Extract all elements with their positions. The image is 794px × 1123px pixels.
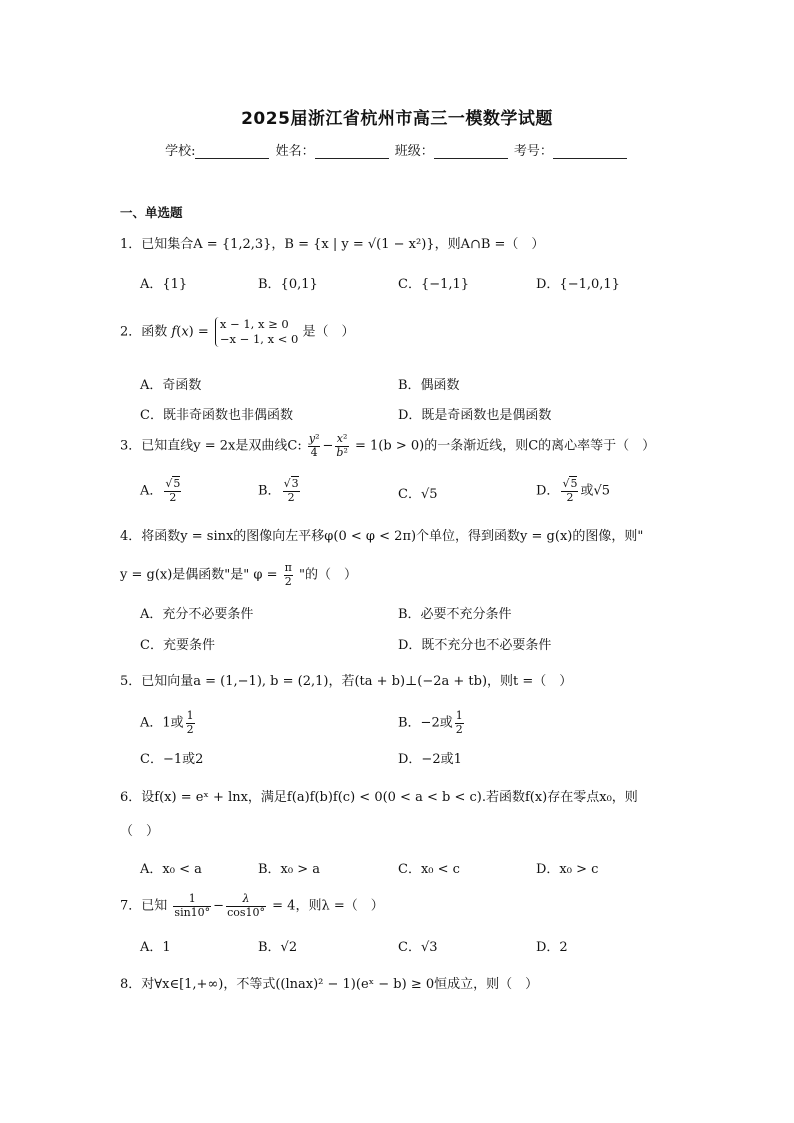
q3-option-d-tail: 或√5: [580, 483, 611, 499]
q3-frac-x: $\frac{\text{x²}}{\text{b²}}$: [336, 432, 348, 459]
q7-stem-text: 7．已知: [120, 898, 168, 914]
q1-option-b: B．{0,1}: [258, 277, 318, 292]
q6-option-b: B．x₀ > a: [258, 862, 321, 877]
q3-option-c: C．√5: [398, 487, 438, 502]
question-1-stem: 1．已知集合A = {1,2,3}，B = {x | y = √(1 − x²)}，则A∩B =（ ）: [120, 237, 545, 252]
question-2-stem: 2．函数 f(x) = x − 1, x ≥ 0 −x − 1, x < 0 是（ ）: [120, 317, 355, 346]
q2-option-b: B．偶函数: [398, 378, 460, 393]
q2-option-d: D．既是奇函数也是偶函数: [398, 408, 552, 423]
q6-option-c: C．x₀ < c: [398, 862, 460, 877]
q7-frac-2: $\frac{\lambda}{\cos 10^\circ}$: [227, 892, 266, 919]
question-7-stem: 7．已知 $\frac{1}{\sin 10^\circ}$ − $\frac{\lambda}{\cos 10^\circ}$ = 4，则λ =（ ）: [120, 892, 384, 919]
q5-option-a: A．1或 $\frac{1}{2}$: [140, 709, 194, 736]
name-blank[interactable]: [315, 145, 389, 159]
q7-frac-1: $\frac{1}{\sin 10^\circ}$: [174, 892, 211, 919]
q3-text-1: 3．已知直线y = 2x是双曲线C:: [120, 438, 302, 454]
page-title: 2025届浙江省杭州市高三一模数学试题: [241, 109, 553, 129]
q7-tail: = 4，则λ =（ ）: [272, 898, 384, 914]
q5-option-b-label: B．−2或: [398, 715, 453, 731]
q3-option-b-label: B．: [258, 483, 281, 499]
q1-option-a: A．{1}: [140, 277, 188, 292]
q5-option-d: D．−2或1: [398, 752, 462, 767]
q3-option-a-label: A．: [140, 483, 163, 499]
q3-option-d: D． $\frac{√5}{2}$ 或√5: [536, 477, 611, 504]
q2-case-2: −x − 1, x < 0: [219, 331, 299, 346]
q3-frac-y: $\frac{\text{y²}}{4}$: [308, 432, 320, 459]
q3-option-a: A． $\frac{√5}{2}$: [140, 477, 181, 504]
q7-option-a: A．1: [140, 940, 171, 955]
q1-option-d: D．{−1,0,1}: [536, 277, 620, 292]
q3-text-2: = 1(b > 0)的一条渐近线，则C的离心率等于（ ）: [355, 438, 656, 454]
number-label: 考号：: [513, 144, 553, 159]
school-label: 学校:: [165, 144, 196, 159]
q5-option-c: C．−1或2: [140, 752, 204, 767]
name-label: 姓名：: [275, 144, 315, 159]
q7-option-b: B．√2: [258, 940, 298, 955]
q7-option-d: D．2: [536, 940, 568, 955]
q2-case-1: x − 1, x ≥ 0: [219, 317, 289, 331]
q1-option-c: C．{−1,1}: [398, 277, 470, 292]
student-info-line: [0, 140, 794, 159]
q2-option-c: C．既非奇函数也非偶函数: [140, 408, 293, 423]
question-6-line-1: 6．设f(x) = eˣ + lnx，满足f(a)f(b)f(c) < 0(0 < a < b < c).若函数f(x)存在零点x₀，则: [120, 790, 638, 805]
q4-line-2a: y = g(x)是偶函数"是" φ =: [120, 567, 278, 583]
q2-tail: 是（ ）: [302, 324, 355, 340]
number-blank[interactable]: [553, 145, 627, 159]
class-blank[interactable]: [434, 145, 508, 159]
q4-option-c: C．充要条件: [140, 638, 215, 653]
section-heading: 一、单选题: [120, 205, 183, 220]
question-3-stem: 3．已知直线y = 2x是双曲线C: $\frac{\text{y²}}{4}$ − $\frac{\text{x²}}{\text{b²}}$ = 1(b > 0)的一条渐近线，则C的离心率等于（ ）: [120, 432, 656, 459]
question-6-line-2: （ ）: [120, 824, 160, 839]
q2-piecewise: [215, 317, 298, 347]
question-5-stem: 5．已知向量a = (1,−1), b = (2,1)，若(ta + b)⊥(−2a + tb)，则t =（ ）: [120, 674, 573, 689]
q5-option-a-label: A．1或: [140, 715, 184, 731]
q4-option-b: B．必要不充分条件: [398, 607, 512, 622]
q6-option-d: D．x₀ > c: [536, 862, 599, 877]
school-blank[interactable]: [195, 145, 269, 159]
q4-frac-pi: $\frac{\pi}{2}$: [284, 561, 292, 588]
q4-option-a: A．充分不必要条件: [140, 607, 254, 622]
q3-option-b: B． $\frac{√3}{2}$: [258, 477, 299, 504]
question-4-line-1: 4．将函数y = sinx的图像向左平移φ(0 < φ < 2π)个单位，得到函数y = g(x)的图像，则": [120, 529, 644, 544]
class-label: 班级：: [394, 144, 434, 159]
q7-option-c: C．√3: [398, 940, 438, 955]
q4-line-2b: "的（ ）: [299, 567, 358, 583]
q3-option-d-label: D．: [536, 483, 560, 499]
q6-option-a: A．x₀ < a: [140, 862, 202, 877]
question-4-line-2: [120, 562, 357, 588]
q4-option-d: D．既不充分也不必要条件: [398, 638, 552, 653]
q5-option-b: B．−2或 $\frac{1}{2}$: [398, 709, 463, 736]
q2-option-a: A．奇函数: [140, 378, 202, 393]
question-8-stem: 8．对∀x∈[1,+∞)，不等式((lnax)² − 1)(eˣ − b) ≥ 0恒成立，则（ ）: [120, 977, 539, 992]
q2-stem-text: 2．函数: [120, 324, 168, 340]
